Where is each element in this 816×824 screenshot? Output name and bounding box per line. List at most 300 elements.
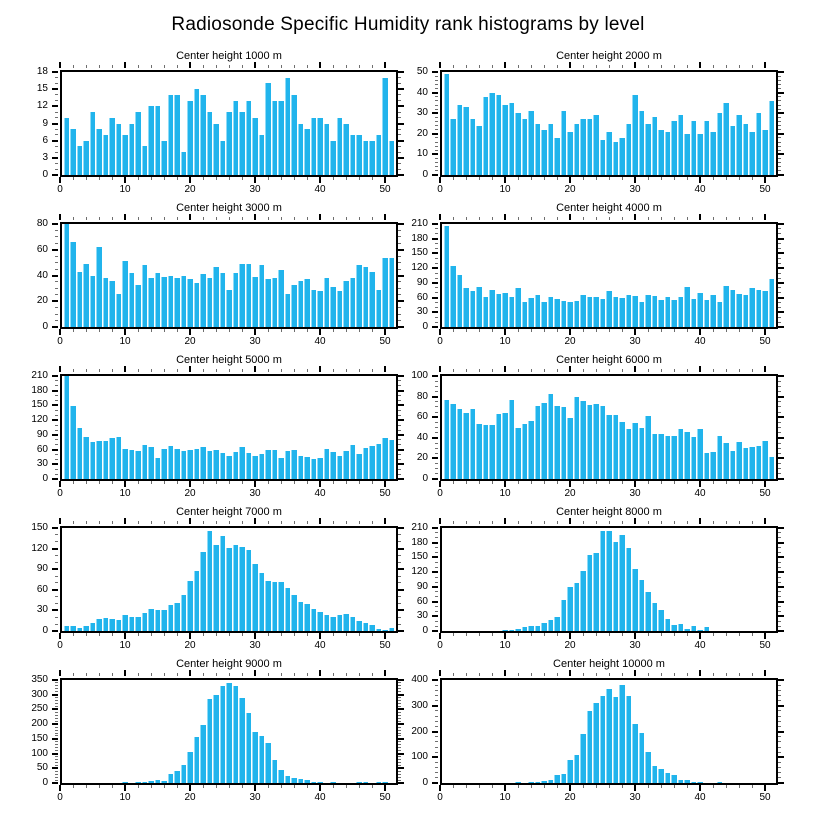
- x-minor-tick-bottom: [596, 481, 597, 484]
- y-minor-tick-left: [435, 537, 438, 538]
- y-major-tick-left: [52, 390, 58, 392]
- x-tick-label: 40: [314, 792, 326, 803]
- x-minor-tick-top: [216, 521, 217, 524]
- histogram-bar: [324, 615, 329, 632]
- histogram-bar: [265, 83, 270, 175]
- y-tick-label: 20: [416, 452, 428, 464]
- y-minor-tick-left: [435, 448, 438, 449]
- x-major-tick-top: [764, 214, 766, 220]
- histogram-bar: [233, 273, 238, 327]
- x-tick-label: 0: [57, 184, 63, 195]
- x-minor-tick-bottom: [713, 177, 714, 180]
- x-minor-tick-top: [726, 521, 727, 524]
- y-minor-tick-right: [778, 117, 781, 118]
- x-tick-label: 40: [314, 640, 326, 651]
- y-major-tick-left: [432, 679, 438, 681]
- x-minor-tick-bottom: [359, 785, 360, 788]
- x-minor-tick-top: [479, 521, 480, 524]
- x-major-tick-top: [319, 518, 321, 524]
- histogram-bar: [554, 617, 559, 631]
- histogram-bar: [233, 545, 238, 632]
- x-major-tick-top: [189, 214, 191, 220]
- x-tick-label: 0: [437, 184, 443, 195]
- y-minor-tick-right: [398, 230, 401, 231]
- y-major-tick-left: [52, 88, 58, 90]
- x-minor-tick-top: [268, 673, 269, 676]
- x-minor-tick-bottom: [372, 633, 373, 636]
- x-minor-tick-bottom: [112, 785, 113, 788]
- x-minor-tick-top: [372, 369, 373, 372]
- y-minor-tick-right: [778, 273, 781, 274]
- histogram-bar: [343, 281, 348, 327]
- x-minor-tick-bottom: [203, 329, 204, 332]
- histogram-bar: [304, 279, 309, 327]
- x-minor-tick-top: [346, 217, 347, 220]
- y-minor-tick-right: [778, 741, 781, 742]
- x-minor-tick-bottom: [752, 785, 753, 788]
- y-minor-tick-right: [778, 302, 781, 303]
- y-minor-tick-left: [435, 142, 438, 143]
- histogram-bar: [684, 780, 689, 783]
- x-minor-tick-bottom: [268, 633, 269, 636]
- y-minor-tick-left: [435, 473, 438, 474]
- x-minor-tick-bottom: [544, 481, 545, 484]
- histogram-bar: [343, 614, 348, 631]
- y-minor-tick-right: [778, 406, 781, 407]
- histogram-bar: [613, 297, 618, 327]
- y-major-tick-right: [778, 731, 784, 733]
- x-minor-tick-bottom: [583, 785, 584, 788]
- y-major-tick-left: [432, 71, 438, 73]
- subplot-title: Center height 7000 m: [176, 506, 282, 518]
- y-minor-tick-left: [435, 606, 438, 607]
- histogram-bar: [330, 782, 335, 783]
- x-major-tick-bottom: [254, 329, 256, 335]
- histogram-bar: [350, 278, 355, 327]
- subplot-cell: [0, 46, 408, 198]
- histogram-bar: [613, 697, 618, 783]
- x-minor-tick-top: [596, 369, 597, 372]
- y-major-tick-left: [432, 630, 438, 632]
- x-tick-label: 20: [184, 488, 196, 499]
- x-minor-tick-bottom: [479, 785, 480, 788]
- histogram-bar: [515, 113, 520, 175]
- histogram-bar: [213, 695, 218, 783]
- x-minor-tick-bottom: [674, 633, 675, 636]
- x-tick-label: 30: [249, 640, 261, 651]
- y-minor-tick-left: [55, 100, 58, 101]
- histogram-bar: [528, 421, 533, 479]
- y-minor-tick-right: [778, 137, 781, 138]
- histogram-bar: [207, 112, 212, 175]
- histogram-bar: [652, 766, 657, 783]
- x-minor-tick-top: [596, 521, 597, 524]
- subplot-cell: [408, 350, 816, 502]
- y-minor-tick-left: [435, 170, 438, 171]
- y-minor-tick-left: [435, 80, 438, 81]
- x-minor-tick-top: [138, 65, 139, 68]
- y-minor-tick-left: [55, 454, 58, 455]
- y-minor-tick-left: [435, 443, 438, 444]
- x-major-tick-bottom: [319, 785, 321, 791]
- y-minor-tick-left: [55, 94, 58, 95]
- x-minor-tick-top: [138, 217, 139, 220]
- y-minor-tick-left: [55, 400, 58, 401]
- y-tick-label: 20: [416, 127, 428, 139]
- histogram-bar: [174, 449, 179, 479]
- histogram-bar: [90, 442, 95, 479]
- y-minor-tick-left: [435, 162, 438, 163]
- y-major-tick-right: [778, 542, 784, 544]
- histogram-bar: [265, 450, 270, 479]
- histogram-bar: [181, 451, 186, 479]
- x-tick-label: 10: [499, 184, 511, 195]
- x-major-tick-bottom: [569, 177, 571, 183]
- y-minor-tick-right: [778, 125, 781, 126]
- histogram-bar: [148, 278, 153, 327]
- x-major-tick-bottom: [699, 329, 701, 335]
- histogram-bar: [645, 416, 650, 479]
- histogram-bar: [606, 689, 611, 783]
- y-major-tick-left: [432, 556, 438, 558]
- histogram-bar: [278, 270, 283, 327]
- subplot-title: Center height 6000 m: [556, 354, 662, 366]
- y-major-tick-left: [52, 527, 58, 529]
- histogram-bar: [103, 135, 108, 175]
- x-minor-tick-top: [112, 65, 113, 68]
- x-minor-tick-top: [86, 217, 87, 220]
- histogram-bar: [135, 112, 140, 175]
- y-minor-tick-right: [778, 695, 781, 696]
- histogram-bar: [77, 146, 82, 175]
- y-minor-tick-left: [435, 109, 438, 110]
- y-minor-tick-left: [55, 83, 58, 84]
- x-minor-tick-bottom: [177, 329, 178, 332]
- x-minor-tick-bottom: [216, 481, 217, 484]
- y-minor-tick-left: [435, 233, 438, 234]
- y-minor-tick-right: [778, 88, 781, 89]
- x-major-tick-bottom: [254, 785, 256, 791]
- x-major-tick-top: [59, 62, 61, 68]
- x-minor-tick-top: [531, 217, 532, 220]
- y-major-tick-left: [432, 615, 438, 617]
- x-minor-tick-top: [752, 217, 753, 220]
- histogram-bar: [317, 118, 322, 175]
- histogram-bar: [574, 124, 579, 176]
- x-minor-tick-top: [622, 521, 623, 524]
- y-major-tick-left: [432, 731, 438, 733]
- y-major-tick-right: [778, 252, 784, 254]
- y-minor-tick-left: [435, 248, 438, 249]
- x-major-tick-top: [634, 62, 636, 68]
- histogram-bar: [522, 424, 527, 479]
- x-major-tick-bottom: [439, 633, 441, 639]
- x-tick-label: 50: [379, 184, 391, 195]
- x-tick-label: 20: [564, 488, 576, 499]
- x-minor-tick-bottom: [99, 329, 100, 332]
- y-minor-tick-right: [778, 146, 781, 147]
- y-tick-label: 100: [411, 370, 428, 381]
- y-minor-tick-left: [55, 596, 58, 597]
- x-minor-tick-bottom: [492, 633, 493, 636]
- x-minor-tick-top: [138, 521, 139, 524]
- y-minor-tick-left: [55, 415, 58, 416]
- x-minor-tick-top: [359, 521, 360, 524]
- histogram-bar: [756, 113, 761, 175]
- y-major-tick-left: [52, 223, 58, 225]
- y-minor-tick-left: [55, 288, 58, 289]
- x-minor-tick-bottom: [544, 785, 545, 788]
- y-major-tick-left: [432, 326, 438, 328]
- y-tick-label: 0: [422, 625, 428, 636]
- x-tick-label: 0: [437, 336, 443, 347]
- histogram-bar: [463, 107, 468, 175]
- x-major-tick-top: [504, 670, 506, 676]
- x-minor-tick-bottom: [281, 633, 282, 636]
- y-major-tick-right: [778, 586, 784, 588]
- x-tick-label: 10: [499, 640, 511, 651]
- histogram-bar: [187, 279, 192, 327]
- histogram-bar: [671, 436, 676, 479]
- y-minor-tick-left: [435, 621, 438, 622]
- x-minor-tick-bottom: [596, 177, 597, 180]
- y-major-tick-right: [398, 738, 404, 740]
- histogram-bar: [587, 119, 592, 175]
- x-minor-tick-top: [307, 521, 308, 524]
- x-minor-tick-bottom: [518, 329, 519, 332]
- histogram-bar: [619, 535, 624, 631]
- x-minor-tick-top: [281, 217, 282, 220]
- y-minor-tick-left: [55, 603, 58, 604]
- y-minor-tick-left: [435, 596, 438, 597]
- x-minor-tick-bottom: [203, 633, 204, 636]
- y-tick-label: 60: [416, 291, 428, 303]
- y-minor-tick-left: [435, 307, 438, 308]
- y-minor-tick-left: [55, 269, 58, 270]
- x-major-tick-top: [699, 518, 701, 524]
- x-minor-tick-top: [346, 521, 347, 524]
- y-minor-tick-right: [778, 762, 781, 763]
- y-minor-tick-left: [55, 112, 58, 113]
- x-minor-tick-bottom: [557, 329, 558, 332]
- x-tick-label: 10: [119, 184, 131, 195]
- x-minor-tick-bottom: [229, 633, 230, 636]
- histogram-bar: [548, 394, 553, 480]
- y-minor-tick-right: [778, 752, 781, 753]
- y-minor-tick-left: [435, 453, 438, 454]
- x-minor-tick-bottom: [151, 785, 152, 788]
- histogram-bar: [593, 404, 598, 479]
- y-major-tick-left: [432, 92, 438, 94]
- plot-frame: [411, 370, 778, 499]
- y-major-tick-left: [432, 437, 438, 439]
- y-minor-tick-left: [435, 228, 438, 229]
- histogram-bar: [645, 295, 650, 327]
- x-minor-tick-bottom: [333, 481, 334, 484]
- x-tick-label: 20: [184, 640, 196, 651]
- histogram-bar: [330, 617, 335, 631]
- y-minor-tick-right: [398, 385, 401, 386]
- histogram-bar: [665, 297, 670, 327]
- x-major-tick-bottom: [189, 481, 191, 487]
- x-minor-tick-top: [622, 217, 623, 220]
- x-tick-label: 40: [694, 488, 706, 499]
- histogram-bar: [762, 130, 767, 175]
- histogram-bar: [77, 428, 82, 479]
- histogram-bar: [535, 124, 540, 176]
- histogram-bar: [161, 781, 166, 783]
- x-major-tick-top: [189, 366, 191, 372]
- x-minor-tick-top: [268, 521, 269, 524]
- histogram-bar: [194, 89, 199, 175]
- x-tick-label: 10: [119, 792, 131, 803]
- histogram-bar: [704, 121, 709, 175]
- y-minor-tick-right: [778, 443, 781, 444]
- x-minor-tick-top: [674, 369, 675, 372]
- histogram-bar: [213, 124, 218, 176]
- y-minor-tick-right: [778, 129, 781, 130]
- x-minor-tick-bottom: [648, 785, 649, 788]
- histogram-bar: [70, 129, 75, 175]
- x-minor-tick-top: [177, 673, 178, 676]
- y-minor-tick-left: [435, 243, 438, 244]
- y-minor-tick-right: [398, 425, 401, 426]
- y-minor-tick-left: [435, 88, 438, 89]
- x-minor-tick-bottom: [739, 177, 740, 180]
- histogram-bar: [103, 618, 108, 631]
- x-minor-tick-bottom: [359, 177, 360, 180]
- x-minor-tick-top: [151, 369, 152, 372]
- x-major-tick-top: [254, 214, 256, 220]
- histogram-bar: [710, 295, 715, 327]
- x-major-tick-top: [319, 366, 321, 372]
- x-minor-tick-top: [99, 217, 100, 220]
- x-major-tick-bottom: [699, 785, 701, 791]
- histogram-bar: [200, 274, 205, 327]
- x-minor-tick-bottom: [739, 481, 740, 484]
- x-major-tick-bottom: [634, 329, 636, 335]
- plot-frame: [31, 674, 398, 803]
- x-minor-tick-top: [609, 65, 610, 68]
- x-minor-tick-top: [557, 217, 558, 220]
- y-minor-tick-left: [55, 444, 58, 445]
- x-minor-tick-top: [73, 65, 74, 68]
- x-minor-tick-bottom: [544, 633, 545, 636]
- y-major-tick-left: [432, 601, 438, 603]
- histogram-bar: [483, 425, 488, 479]
- histogram-bar: [626, 124, 631, 176]
- y-minor-tick-left: [435, 422, 438, 423]
- histogram-bar: [83, 264, 88, 327]
- y-minor-tick-left: [435, 752, 438, 753]
- histogram-bar: [665, 132, 670, 175]
- histogram-bar: [665, 773, 670, 783]
- histogram-bar: [298, 281, 303, 327]
- y-tick-label: 300: [411, 699, 428, 711]
- histogram-bar: [200, 447, 205, 479]
- y-minor-tick-left: [55, 777, 58, 778]
- histogram-bar: [691, 626, 696, 631]
- histogram-bar: [220, 453, 225, 479]
- histogram-bar: [330, 452, 335, 479]
- histogram-bar: [671, 775, 676, 783]
- histogram-bar: [593, 703, 598, 783]
- y-minor-tick-left: [55, 741, 58, 742]
- y-minor-tick-right: [778, 596, 781, 597]
- histogram-bar: [561, 111, 566, 175]
- y-major-tick-left: [52, 326, 58, 328]
- x-minor-tick-bottom: [73, 481, 74, 484]
- y-tick-label: 60: [36, 243, 48, 255]
- x-major-tick-top: [254, 670, 256, 676]
- x-tick-label: 50: [379, 336, 391, 347]
- histogram-bar: [122, 449, 127, 479]
- histogram-bar: [376, 444, 381, 479]
- y-minor-tick-right: [778, 721, 781, 722]
- y-minor-tick-right: [778, 386, 781, 387]
- y-minor-tick-right: [398, 715, 401, 716]
- histogram-bar: [285, 588, 290, 631]
- y-minor-tick-left: [55, 706, 58, 707]
- x-major-tick-bottom: [699, 481, 701, 487]
- x-minor-tick-bottom: [333, 785, 334, 788]
- y-minor-tick-right: [398, 688, 401, 689]
- x-minor-tick-bottom: [479, 633, 480, 636]
- x-minor-tick-bottom: [453, 633, 454, 636]
- y-minor-tick-left: [55, 262, 58, 263]
- histogram-bar: [619, 685, 624, 783]
- x-minor-tick-bottom: [203, 481, 204, 484]
- y-major-tick-right: [778, 457, 784, 459]
- x-minor-tick-top: [453, 369, 454, 372]
- y-minor-tick-right: [778, 463, 781, 464]
- y-minor-tick-left: [55, 469, 58, 470]
- histogram-bar: [181, 765, 186, 783]
- x-major-tick-bottom: [504, 177, 506, 183]
- x-major-tick-top: [59, 366, 61, 372]
- x-minor-tick-top: [73, 369, 74, 372]
- x-minor-tick-top: [713, 369, 714, 372]
- y-minor-tick-right: [778, 537, 781, 538]
- x-major-tick-bottom: [439, 177, 441, 183]
- y-minor-tick-right: [778, 767, 781, 768]
- y-major-tick-left: [52, 174, 58, 176]
- histogram-bar: [369, 141, 374, 175]
- x-minor-tick-top: [281, 673, 282, 676]
- y-major-tick-left: [52, 419, 58, 421]
- y-major-tick-left: [52, 434, 58, 436]
- y-major-tick-right: [778, 679, 784, 681]
- y-major-tick-right: [778, 112, 784, 114]
- histogram-bar: [226, 456, 231, 479]
- y-major-tick-left: [52, 249, 58, 251]
- histogram-bar: [155, 780, 160, 784]
- x-major-tick-bottom: [569, 633, 571, 639]
- y-major-tick-left: [52, 140, 58, 142]
- x-minor-tick-top: [359, 217, 360, 220]
- x-minor-tick-bottom: [112, 481, 113, 484]
- y-minor-tick-left: [55, 685, 58, 686]
- histogram-bar: [645, 124, 650, 176]
- histogram-bar: [457, 105, 462, 175]
- x-minor-tick-top: [648, 217, 649, 220]
- x-minor-tick-top: [726, 65, 727, 68]
- y-major-tick-left: [432, 478, 438, 480]
- y-minor-tick-left: [435, 84, 438, 85]
- x-major-tick-bottom: [634, 633, 636, 639]
- y-major-tick-right: [778, 630, 784, 632]
- y-major-tick-left: [52, 404, 58, 406]
